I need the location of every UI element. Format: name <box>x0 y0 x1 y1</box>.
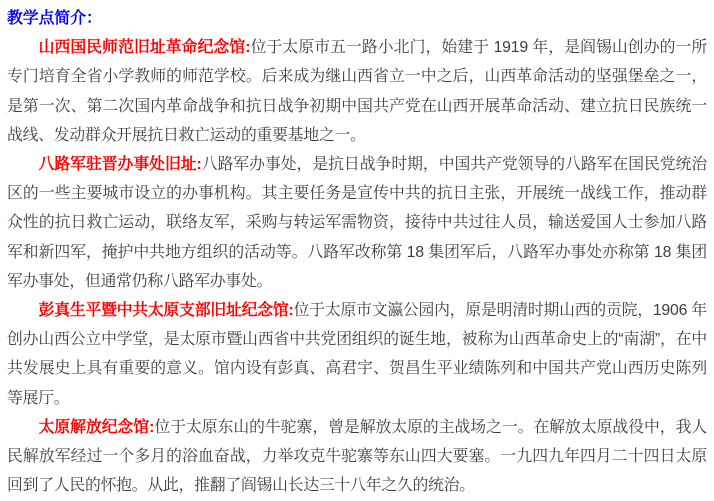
section-body-text: 八路军办事处，是抗日战争时期，中国共产党领导的八路军在国民党统治区的一些主要城市设立的办事机构。其主要任务是宣传中共的抗日主张，开展统一战线工作，推动群众性的抗日救亡运动，联络友军，采购与转运军需物资，接待中共过往人员，输送爱国人士参加八路军和新四军，掩护中共地方组织的活动等。八路军改称第 18 集团军后，八路军办事处亦称第 18 集团军办事处，但通常仍称八路军办事处。 <box>7 156 707 290</box>
page-title: 教学点简介： <box>7 10 102 27</box>
section-paragraph <box>7 150 707 296</box>
section-paragraph <box>7 413 707 501</box>
section-body-text: 位于太原东山的牛驼寨，曾是解放太原的主战场之一。在解放太原战役中，我人民解放军经过一个多月的浴血奋战，力举攻克牛驼寨等东山四大要塞。一九四九年四月二十四日太原回到了人民的怀抱。从此，推翻了阎锡山长达三十八年之久的统治。 <box>7 418 707 495</box>
section-heading: 山西国民师范旧址革命纪念馆: <box>38 39 251 57</box>
section-paragraph <box>7 33 707 150</box>
section-paragraph <box>7 296 707 413</box>
section-heading: 彭真生平暨中共太原支部旧址纪念馆: <box>38 302 294 320</box>
section-body-text: 位于太原市五一路小北门，始建于 1919 年，是阎锡山创办的一所专门培育全省小学教师的师范学校。后来成为继山西省立一中之后，山西革命活动的坚强堡垒之一，是第一次、第二次国内革命战争和抗日战争初期中国共产党在山西开展革命活动、建立抗日民族统一战线、发动群众开展抗日救亡运动的重要基地之一。 <box>7 39 707 144</box>
section-body-text: 位于太原市文瀛公园内，原是明清时期山西的贡院，1906 年创办山西公立中学堂，是太原市暨山西省中共党团组织的诞生地，被称为山西革命史上的“南湖”，在中共发展史上具有重要的意义。馆内设有彭真、高君宇、贺昌生平业绩陈列和中国共产党山西历史陈列等展厅。 <box>7 302 707 407</box>
section-heading: 八路军驻晋办事处旧址: <box>38 156 202 174</box>
section-heading: 太原解放纪念馆: <box>38 418 155 436</box>
